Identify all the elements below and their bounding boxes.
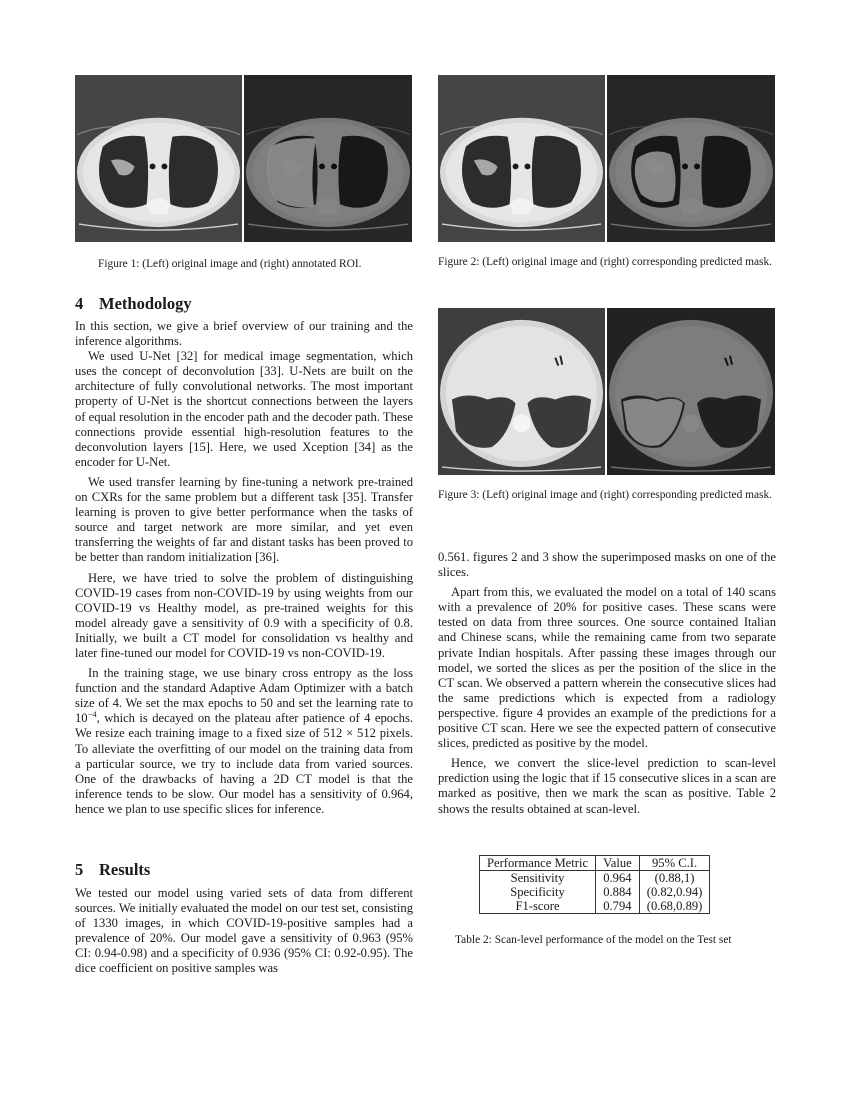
table-row — [480, 871, 710, 886]
results-body-right — [438, 550, 776, 817]
figure-3-caption: Figure 3: (Left) original image and (right) corresponding predicted mask. — [438, 489, 773, 501]
methodology-body — [75, 319, 413, 817]
figure-3-right-image — [607, 308, 775, 475]
section-title: Results — [99, 860, 151, 879]
column-header: Value — [596, 856, 640, 871]
paragraph: Apart from this, we evaluated the model on a total of 140 scans with a prevalence of 20% for positive cases. These scans were tested on data from three sources. One source contained Italian and Chinese scans, while the remaining came from two separate private Indian hospitals. After passing these images through our model, we sorted the slices as per the position of the slice in the CT scan. We observed a pattern wherein the consecutive slices had the same predictions which is expected from a radiology perspective. figure 4 provides an example of the predictions for a positive CT scan. Here we see the expected pattern of consecutive slices, predicted as positive by the model. — [438, 585, 776, 751]
table-cell: (0.68,0.89) — [646, 899, 703, 913]
section-heading-results — [75, 860, 150, 880]
table-cell: (0.82,0.94) — [646, 885, 703, 899]
table-cell: 0.884 — [596, 885, 640, 899]
table-cell: 0.794 — [596, 899, 640, 914]
paragraph: In this section, we give a brief overview of our training and the inference algorithms. — [75, 319, 413, 349]
results-table — [479, 855, 710, 914]
table-cell: (0.88,1) — [654, 871, 695, 885]
paragraph: We used transfer learning by fine-tuning a network pre-trained on CXRs for the same problem but a different task [35]. Transfer learning is proven to give better performance when the tasks of source and target network are more similar, and yet even transferring the weights of far and distant tasks has been proved to be better than random initialization [36]. — [75, 474, 413, 565]
column-header: 95% C.I. — [639, 856, 710, 871]
text-run: , which is decayed on the plateau after patience of 4 epochs. We resize each training image to a fixed size of 512 × 512 pixels. To alleviate the overfitting of our model on the training data from a particular source, we try to include data from varied sources. One of the drawbacks of having a 2D CT model is that the inference tends to be slow. Our model has a sensitivity of 0.964, hence we plan to use specific slices for inference. — [75, 711, 413, 816]
exponent: −4 — [87, 709, 97, 720]
results-body-left — [75, 886, 413, 977]
table-row — [480, 899, 710, 914]
section-title: Methodology — [99, 294, 192, 313]
paragraph: We tested our model using varied sets of data from different sources. We initially evaluated the model on our test set, consisting of 1330 images, in which COVID-19-positive samples had a prevalence of 20%. Our model gave a sensitivity of 0.963 (95% CI: 0.94-0.98) and a specificity of 0.936 (95% CI: 0.92-0.95). The dice coefficient on positive samples was — [75, 886, 414, 976]
figure-1-caption: Figure 1: (Left) original image and (right) annotated ROI. — [98, 258, 362, 270]
paragraph-training — [75, 666, 413, 817]
figure-2-left-image — [438, 75, 605, 242]
table-cell: F1-score — [480, 899, 596, 914]
paragraph: We used U-Net [32] for medical image segmentation, which uses the concept of deconvolution [33]. U-Nets are built on the architecture of fully convolutional networks. The most important property of U-Net is the shortcut connections between the layers of equal resolution in the encoder path and the decoder path. These connections provide essential high-resolution features to the deconvolution layers [15]. Here, we used Xception [34] as the encoder for U-Net. — [75, 349, 413, 469]
section-heading-methodology — [75, 294, 192, 314]
section-number: 5 — [75, 860, 84, 879]
figure-1-right-image — [244, 75, 412, 242]
table-cell: Sensitivity — [480, 871, 596, 886]
table-cell: 0.964 — [596, 871, 640, 886]
text-run: In the training stage, we use binary cross entropy as the loss function and the standard Adaptive Adam Optimizer with a batch size of 4. We set the max epochs to 50 and set the learning rate to 10 — [75, 666, 413, 726]
table-header-row — [480, 856, 710, 871]
table-2-container — [479, 855, 710, 914]
section-number: 4 — [75, 294, 84, 313]
figure-2-right-image — [607, 75, 775, 242]
column-header: Performance Metric — [480, 856, 596, 871]
table-2-caption: Table 2: Scan-level performance of the model on the Test set — [455, 934, 732, 946]
paragraph: Hence, we convert the slice-level prediction to scan-level prediction using the logic that if 15 consecutive slices in a scan are marked as positive, then we mark the scan as positive. Table 2 shows the results obtained at scan-level. — [438, 756, 776, 816]
figure-1-left-image — [75, 75, 242, 242]
figure-2-caption: Figure 2: (Left) original image and (right) corresponding predicted mask. — [438, 256, 773, 268]
figure-3-left-image — [438, 308, 605, 475]
paragraph: Here, we have tried to solve the problem of distinguishing COVID-19 cases from non-COVID-19 by using weights from our COVID-19 vs Healthy model, as pre-trained weights for this model already gave a sensitivity of 0.9 with a specificity of 0.8. Initially, we built a CT model for consolidation vs healthy and later fine-tuned our model for COVID-19 vs non-COVID-19. — [75, 570, 413, 660]
table-cell: Specificity — [480, 885, 596, 899]
paragraph: 0.561. figures 2 and 3 show the superimposed masks on one of the slices. — [438, 550, 776, 580]
table-row — [480, 885, 710, 899]
